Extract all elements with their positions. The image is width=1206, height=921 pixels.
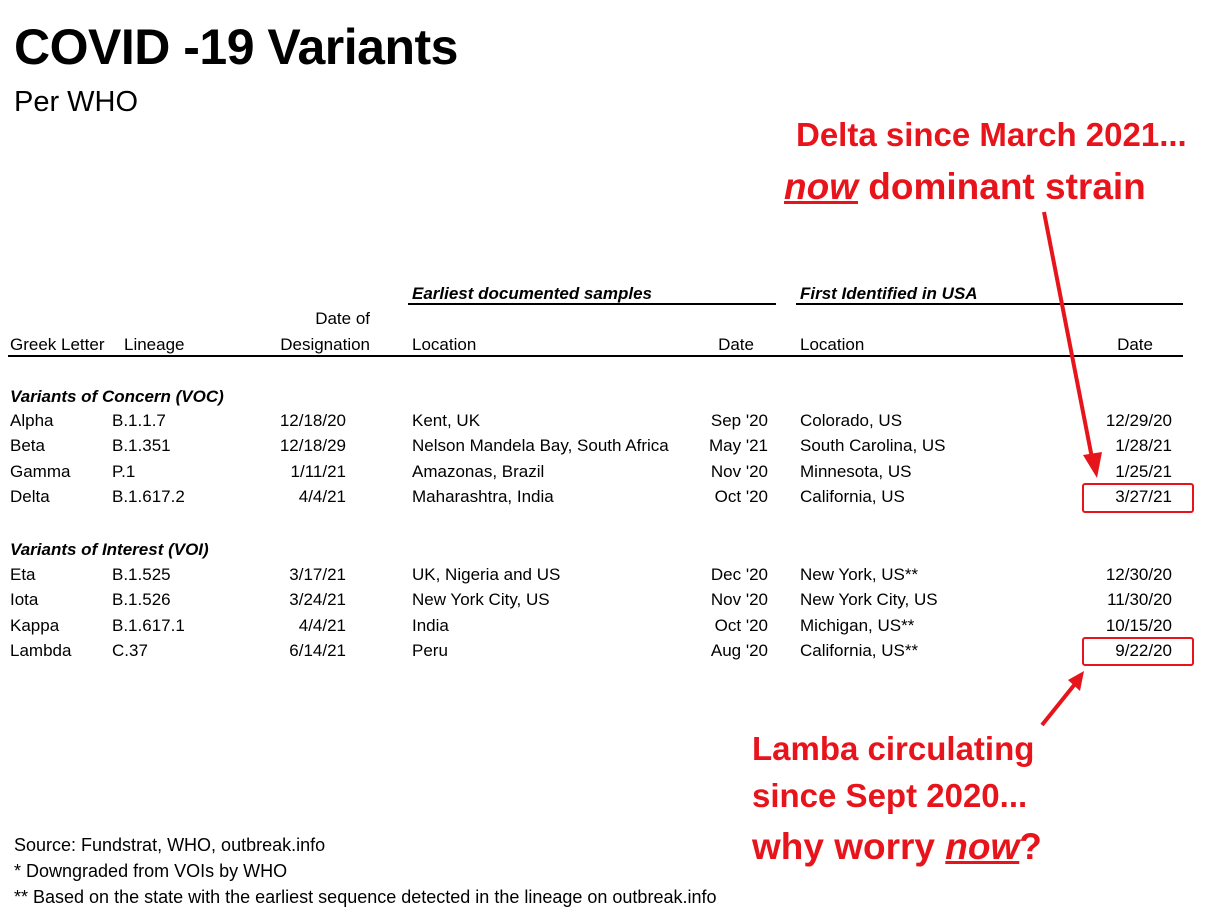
cell-lineage: B.1.617.2: [112, 487, 185, 506]
cell-date: Dec '20: [710, 565, 768, 584]
cell-lineage: B.1.351: [112, 436, 171, 455]
section-label-voc: Variants of Concern (VOC): [10, 387, 224, 406]
cell-greek: Delta: [10, 487, 50, 506]
page-title: COVID -19 Variants: [14, 19, 458, 75]
cell-greek: Alpha: [10, 411, 54, 430]
cell-lineage: B.1.526: [112, 590, 171, 609]
cell-location: UK, Nigeria and US: [412, 565, 561, 584]
cell-date: Aug '20: [710, 641, 768, 660]
cell-designation: 6/14/21: [289, 641, 346, 660]
lambda-callout-line2: since Sept 2020...: [752, 777, 1028, 814]
cell-location: New York City, US: [412, 590, 550, 609]
lambda-arrow-icon: [1042, 671, 1084, 725]
lambda-callout-emph: now: [945, 826, 1020, 867]
cell-usa-location: California, US: [800, 487, 905, 506]
col-header-location: Location: [412, 335, 477, 354]
cell-designation: 3/24/21: [289, 590, 346, 609]
lambda-callout-pre: why worry: [752, 826, 946, 867]
cell-usa-date: 3/27/21: [1115, 487, 1172, 506]
lambda-callout-post: ?: [1019, 826, 1042, 867]
cell-usa-location: Minnesota, US: [800, 462, 912, 481]
cell-designation: 12/18/29: [279, 436, 346, 455]
cell-date: Oct '20: [714, 616, 768, 635]
group-header-usa: First Identified in USA: [800, 284, 978, 303]
delta-arrow-icon: [1044, 212, 1102, 478]
col-header-usa-location: Location: [800, 335, 865, 354]
cell-usa-location: South Carolina, US: [800, 436, 946, 455]
footnote-source: Source: Fundstrat, WHO, outbreak.info: [14, 835, 326, 855]
cell-greek: Lambda: [10, 641, 72, 660]
cell-greek: Gamma: [10, 462, 71, 481]
cell-location: Kent, UK: [412, 411, 481, 430]
cell-usa-date: 12/29/20: [1105, 411, 1172, 430]
col-header-date: Date: [718, 335, 754, 354]
cell-location: Nelson Mandela Bay, South Africa: [412, 436, 669, 455]
cell-date: Sep '20: [710, 411, 768, 430]
cell-usa-date: 1/28/21: [1115, 436, 1172, 455]
cell-usa-location: Colorado, US: [800, 411, 903, 430]
cell-location: Peru: [412, 641, 448, 660]
col-header-usa-date: Date: [1117, 335, 1153, 354]
cell-greek: Kappa: [10, 616, 60, 635]
cell-designation: 4/4/21: [298, 487, 346, 506]
cell-usa-date: 9/22/20: [1115, 641, 1172, 660]
page-subtitle: Per WHO: [14, 86, 139, 118]
footnote-1: * Downgraded from VOIs by WHO: [14, 861, 288, 881]
cell-usa-location: California, US**: [800, 641, 919, 660]
footnote-2: ** Based on the state with the earliest sequence detected in the lineage on outbreak.info: [14, 887, 717, 907]
cell-usa-location: New York City, US: [800, 590, 938, 609]
section-label-voi: Variants of Interest (VOI): [10, 540, 209, 559]
group-header-earliest: Earliest documented samples: [412, 284, 652, 303]
cell-usa-date: 11/30/20: [1107, 590, 1172, 609]
lambda-callout-line1: Lamba circulating: [752, 730, 1035, 767]
cell-usa-date: 10/15/20: [1105, 616, 1172, 635]
cell-date: May '21: [709, 436, 768, 455]
cell-greek: Eta: [10, 565, 36, 584]
cell-location: India: [412, 616, 449, 635]
cell-usa-date: 12/30/20: [1105, 565, 1172, 584]
cell-date: Nov '20: [710, 462, 768, 481]
col-header-lineage: Lineage: [124, 335, 185, 354]
cell-usa-location: New York, US**: [800, 565, 919, 584]
cell-date: Oct '20: [714, 487, 768, 506]
cell-date: Nov '20: [710, 590, 768, 609]
cell-usa-location: Michigan, US**: [800, 616, 915, 635]
delta-callout-rest: dominant strain: [857, 166, 1146, 207]
cell-designation: 1/11/21: [290, 462, 346, 481]
cell-location: Maharashtra, India: [412, 487, 554, 506]
col-header-greek: Greek Letter: [10, 335, 105, 354]
cell-lineage: B.1.1.7: [112, 411, 166, 430]
cell-greek: Iota: [10, 590, 39, 609]
col-header-designation-1: Date of: [315, 309, 370, 328]
cell-lineage: B.1.617.1: [112, 616, 185, 635]
cell-lineage: B.1.525: [112, 565, 171, 584]
cell-usa-date: 1/25/21: [1115, 462, 1172, 481]
cell-location: Amazonas, Brazil: [412, 462, 545, 481]
cell-designation: 12/18/20: [279, 411, 346, 430]
cell-greek: Beta: [10, 436, 45, 455]
col-header-designation-2: Designation: [280, 335, 370, 354]
cell-lineage: P.1: [112, 462, 136, 481]
delta-callout-line1: Delta since March 2021...: [796, 116, 1187, 153]
cell-lineage: C.37: [112, 641, 148, 660]
cell-designation: 4/4/21: [298, 616, 346, 635]
delta-callout-emph: now: [784, 166, 858, 207]
cell-designation: 3/17/21: [289, 565, 346, 584]
